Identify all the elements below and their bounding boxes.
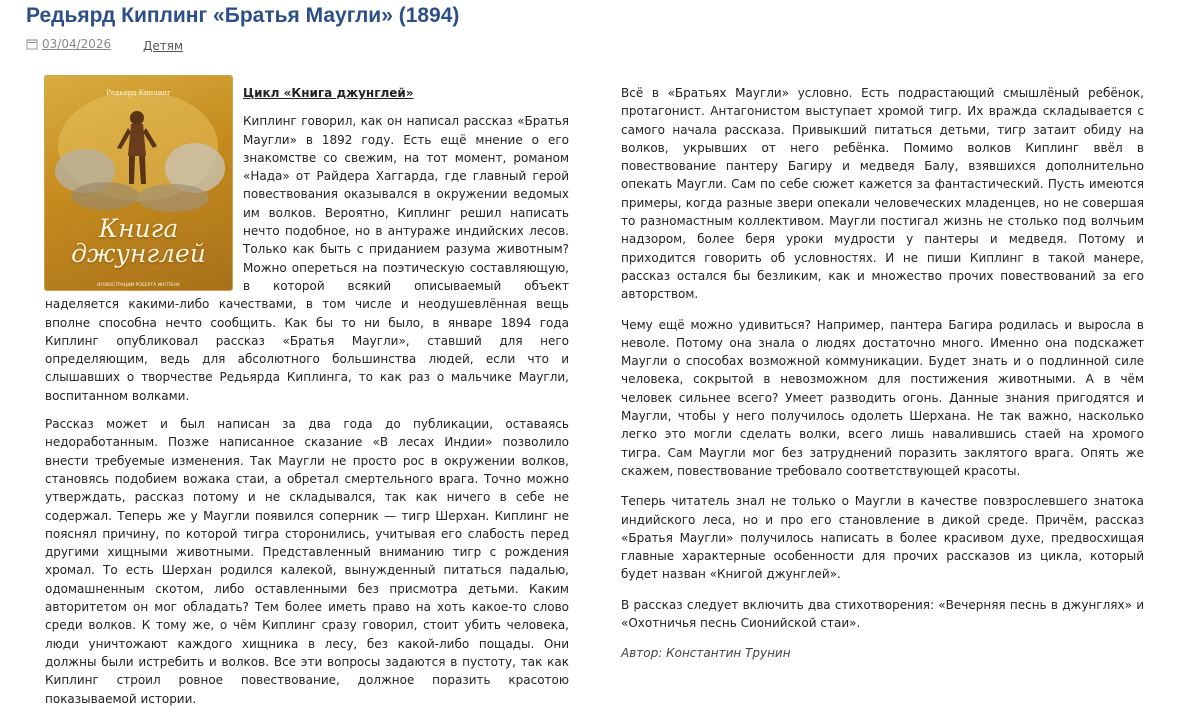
post-category-link[interactable]: Детям bbox=[143, 39, 184, 53]
article-right-column bbox=[621, 84, 1144, 675]
cover-title bbox=[45, 216, 232, 266]
paragraph: Рассказ может и был написан за два года до публикации, оставаясь недоработанным. Позже написанное сказание «В лесах Индии» позволило внести требуемые изменения. Так Маугли не просто рос в окружении волков, становясь подобием вожака стаи, а обретал смертельного врага. Точно можно утверждать, рассказ потому и не складывался, так как ничего в себе не содержал. Теперь же у Маугли появился соперник — тигр Шерхан. Киплинг не пояснял причину, по которой тигра сторонились, учитывая его слабость перед другими хищными животными. Представленный вниманию тигр с рождения хромал. То есть Шерхан родился калекой, вынужденный питаться падалью, одомашненным скотом, либо оставленными без присмотра детьми. Каким авторитетом он мог обладать? Тем более иметь право на хоть какое-то слово среди волков. К тому же, о чём Киплинг сразу говорил, стоит убить человека, люди уничтожают каждого хищника в лесу, без какой-либо пощады. Они должны были истребить и волков. Все эти вопросы задаются в пустоту, так как Киплинг строил ровное повествование, должное поразить красотою показываемой истории. bbox=[45, 417, 569, 706]
cover-title-line1: Книга bbox=[98, 214, 179, 243]
paragraph: В рассказ следует включить два стихотворения: «Вечерняя песнь в джунглях» и «Охотничья песнь Сионийской стаи». bbox=[621, 597, 1144, 631]
paragraph: Всё в «Братьях Маугли» условно. Есть подрастающий смышлёный ребёнок, протагонист. Антагонистом выступает хромой тигр. Их вражда складывается с самого начала рассказа. Привыкший питаться детьми, тигр затаит обиду на волков, укрывших от него ребёнка. Помимо волков Киплинг ввёл в повествование пантеру Багиру и медведя Балу, взявшихся дополнительно опекать Маугли. Сам по себе сюжет кажется за фантастический. Пусть имеются примеры, когда разные звери опекали человеческих младенцев, но не совершая то разномастным коллективом. Маугли постигал жизнь не столько под волчьим надзором, более беря уроки мудрости у пантеры и медведя. Потому и приходится говорить об условностях. И не пиши Киплинг в такой манере, рассказ остался бы безликим, как и множество прочих повествований за его авторством. bbox=[621, 86, 1144, 302]
cover-subtitle: ИЛЛЮСТРАЦИИ РОБЕРТА ИНГПЕНА bbox=[97, 283, 180, 288]
cycle-link[interactable]: Цикл «Книга джунглей» bbox=[243, 86, 414, 100]
post-date-link[interactable] bbox=[26, 37, 111, 51]
page-title: Редьярд Киплинг «Братья Маугли» (1894) bbox=[26, 4, 460, 27]
article-author: Автор: Константин Трунин bbox=[621, 646, 791, 661]
paragraph: Теперь читатель знал не только о Маугли в качестве повзрослевшего знатока индийского леса, но и про его становление в дикой среде. Причём, рассказ «Братья Маугли» получилось написать в более красивом духе, предвосхищая главные характерные особенности для прочих рассказов из цикла, который будет назван «Книгой джунглей». bbox=[621, 494, 1144, 582]
paragraph: Чему ещё можно удивиться? Например, пантера Багира родилась и выросла в неволе. Потому она знала о людях достаточно много. Именно она подскажет Маугли о способах возможной коммуникации. Будет знать и о подлинной силе человека, сокрытой в невозможном для постижения животными. А в чём человек сильнее всего? Умеет разводить огонь. Данные знания пригодятся и Маугли, чтобы у него получилось одолеть Шерхана. Не так важно, насколько легко это могли сделать волки, всего лишь навалившись стаей на хромого тигра. Сам Маугли мог без затруднений поразить заклятого врага. Опять же скажем, повествование требовало соответствующей красоты. bbox=[621, 317, 1144, 478]
calendar-icon bbox=[26, 38, 38, 50]
article-left-column bbox=[45, 84, 569, 718]
cover-title-line2: джунглей bbox=[71, 239, 206, 268]
cover-author: Редьярд Киплинг bbox=[106, 89, 171, 97]
post-date: 03/04/2026 bbox=[42, 37, 112, 51]
paragraph: Киплинг говорил, как он написал рассказ «Братья Маугли» в 1892 году. Есть ещё мнение о его знакомстве со свежим, на тот момент, романом «Нада» от Райдера Хаггарда, где главный герой повествования оказывался в окружении ведомых им волков. Вероятно, Киплинг решил написать нечто подобное, но в антураже индийских лесов. Только как быть с приданием разума животным? Можно опереться на поэтическую составляющую, в которой всякий описываемый объект наделяется какими-либо качествами, в том числе и неодушевлённая вещь вполне способна нечто сообщить. Как бы то ни было, в январе 1894 года Киплинг опубликовал рассказ «Братья Маугли», ставший для него определяющим, ведь для абсолютного большинства людей, если что и слышавших о творчестве Редьярда Киплинга, то как раз о мальчике Маугли, воспитанном волками. bbox=[45, 114, 569, 403]
book-cover-image bbox=[45, 76, 232, 290]
post-meta bbox=[26, 37, 183, 53]
